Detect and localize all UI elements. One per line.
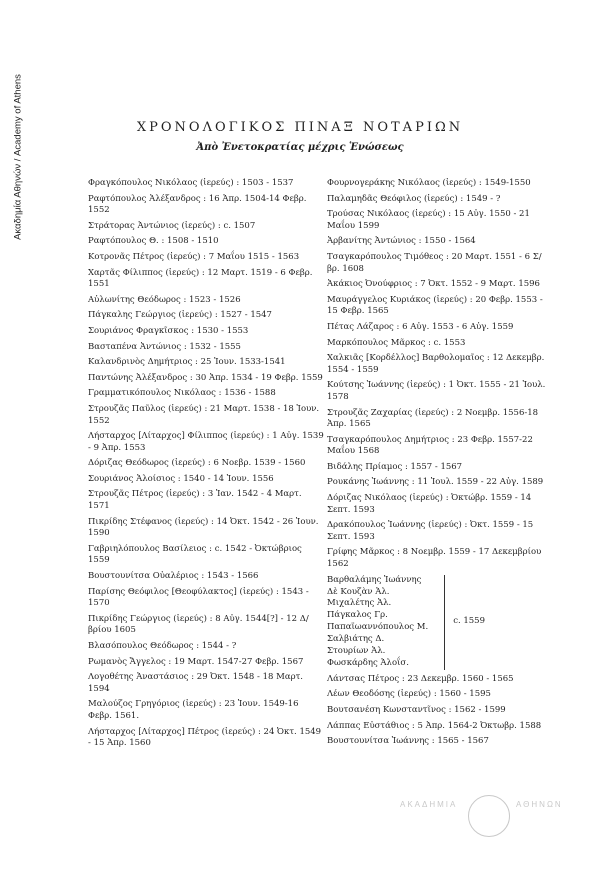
- notary-entry: Στρουζᾶς Πέτρος (ἱερεύς) : 3 Ἰαν. 1542 - 4 Μαρτ. 1571: [88, 489, 302, 512]
- notary-group-name: Σαλβιάτης Δ.: [327, 634, 385, 645]
- right-column-bottom: [327, 674, 547, 748]
- notary-entry: Λέων Θεοδόσης (ἱερεύς) : 1560 - 1595: [327, 689, 491, 700]
- notary-group-name: Φωσκάρδης Ἀλοΐσ.: [327, 657, 409, 668]
- notary-group-name: Πάγκαλος Γρ.: [327, 610, 388, 621]
- notary-entry: Βασταπένα Ἀντώνιος : 1532 - 1555: [88, 341, 241, 352]
- notary-entry: Στρουζᾶς Παῦλος (ἱερεύς) : 21 Μαρτ. 1538 - 18 Ἰουν. 1552: [88, 403, 320, 426]
- notary-entry: Παλαμηδᾶς Θεόφιλος (ἱερεύς) : 1549 - ?: [327, 193, 501, 204]
- notary-group-name: Στουρίων Ἀλ.: [327, 646, 386, 657]
- notary-entry: Γραμματικόπουλος Νικόλαος : 1536 - 1588: [88, 388, 276, 399]
- notary-group-date: c. 1559: [453, 616, 485, 627]
- page-title: ΧΡΟΝΟΛΟΓΙΚΟΣ ΠΙΝΑΞ ΝΟΤΑΡΙΩΝ: [136, 120, 464, 135]
- notary-entry: Λογοθέτης Ἀναστάσιος : 29 Ὀκτ. 1548 - 18 Μαρτ. 1594: [88, 672, 303, 694]
- notary-entry: Αὐλωνίτης Θεόδωρος : 1523 - 1526: [88, 294, 241, 305]
- notary-entry: Βλασόπουλος Θεόδωρος : 1544 - ?: [88, 641, 237, 651]
- notary-entry: Μαυράγγελος Κυριάκος (ἱερεύς) : 20 Φεβρ. 1553 - 15 Φεβρ. 1565: [327, 294, 543, 317]
- notary-entry: Λήσταρχος [Λίταρχος] Πέτρος (ἱερεύς) : 24 Ὀκτ. 1549 - 15 Ἀπρ. 1560: [88, 726, 322, 749]
- notary-entry: Γρίφης Μᾶρκος : 8 Νοεμβρ. 1559 - 17 Δεκεμβρίου 1562: [327, 547, 542, 570]
- notary-group-name: Δὲ Κουζὰν Ἀλ.: [327, 586, 390, 597]
- notary-entry: Τρούσας Νικόλαος (ἱερεύς) : 15 Αὐγ. 1550 - 21 Μαΐου 1599: [327, 209, 530, 231]
- notary-entry: Δόριζας Νικόλαος (ἱερεύς) : Ὀκτώβρ. 1559 - 14 Σεπτ. 1593: [327, 493, 532, 515]
- notary-entry: Πέτας Λάζαρος : 6 Αὐγ. 1553 - 6 Αὐγ. 1559: [327, 321, 514, 332]
- notary-entry: Χαρτᾶς Φίλιππος (ἱερεύς) : 12 Μαρτ. 1519 - 6 Φεβρ. 1551: [88, 267, 313, 290]
- notary-entry: Κοτρονᾶς Πέτρος (ἱερεύς) : 7 Μαΐου 1515 - 1563: [88, 251, 300, 262]
- notary-entry: Ραφτόπουλος Ἀλέξανδρος : 16 Ἀπρ. 1504-14 Φεβρ. 1552: [88, 193, 307, 216]
- right-column: [327, 178, 547, 752]
- notary-entry: Βουτσανέση Κωνσταντῖνος : 1562 - 1599: [327, 705, 506, 716]
- notary-entry: Φραγκόπουλος Νικόλαος (ἱερεύς) : 1503 - 1537: [88, 178, 294, 188]
- academy-seal-watermark: [468, 795, 510, 837]
- notary-entry: Παρίσης Θεόφιλος [Θεοφύλακτος] (ἱερεύς) : 1543 - 1570: [88, 586, 309, 609]
- watermark-text-left: ΑΚΑΔΗΜΙΑ: [400, 800, 458, 809]
- notary-entry: Στρουζᾶς Ζαχαρίας (ἱερεύς) : 2 Νοεμβρ. 1556-18 Ἀπρ. 1565: [327, 407, 539, 430]
- notary-entry: Βιδάλης Πρίαμος : 1557 - 1567: [327, 461, 463, 472]
- notary-group-name: Μιχαλέτης Ἀλ.: [327, 598, 392, 609]
- notary-entry: Δρακόπουλος Ἰωάννης (ἱερεύς) : Ὀκτ. 1559 - 15 Σεπτ. 1593: [327, 520, 534, 542]
- notary-group-name: Παπαϊωαννόπουλος Μ.: [327, 622, 429, 633]
- notary-entry: Ρουκάνης Ἰωάννης : 11 Ἰουλ. 1559 - 22 Αὐγ. 1589: [327, 477, 544, 488]
- notary-entry: Τσαγκαρόπουλος Δημήτριος : 23 Φεβρ. 1557-22 Μαΐου 1568: [327, 434, 533, 457]
- group-brace: [434, 575, 445, 670]
- notary-group-names: [327, 575, 428, 670]
- notary-entry: Ἀκάκιος Ὀνούφριος : 7 Ὀκτ. 1552 - 9 Μαρτ. 1596: [327, 279, 540, 290]
- notary-entry: Καλανδρινὸς Δημήτριος : 25 Ἰουν. 1533-1541: [88, 357, 286, 368]
- notary-entry: Δόριζας Θεόδωρος (ἱερεύς) : 6 Νοεβρ. 1539 - 1560: [88, 458, 306, 469]
- notary-entry: Πάγκαλης Γεώργιος (ἱερεύς) : 1527 - 1547: [88, 310, 272, 321]
- notary-group: [327, 575, 547, 670]
- notary-entry: Τσαγκαρόπουλος Τιμόθεος : 20 Μαρτ. 1551 - 6 Σ/βρ. 1608: [327, 251, 542, 274]
- notary-entry: Γαβριηλόπουλος Βασίλειος : c. 1542 - Ὀκτώβριος 1559: [88, 543, 302, 566]
- notary-entry: Βουστουνίτσα Ἰωάννης : 1565 - 1567: [327, 736, 489, 747]
- side-label: [10, 42, 26, 272]
- left-column: [88, 178, 324, 754]
- notary-entry: Λήσταρχος [Λίταρχος] Φίλιππος (ἱερεύς) : 1 Αὐγ. 1539 - 9 Ἀπρ. 1553: [88, 431, 324, 453]
- notary-entry: Χαλκιᾶς [Κορδέλλος] Βαρθολομαῖος : 12 Δεκεμβρ. 1554 - 1559: [327, 353, 545, 375]
- watermark-text-right: ΑΘΗΝΩΝ: [516, 800, 563, 809]
- notary-entry: Μαρκόπουλος Μᾶρκος : c. 1553: [327, 337, 466, 348]
- notary-entry: Πικρίδης Στέφανος (ἱερεύς) : 14 Ὀκτ. 1542 - 26 Ἰουν. 1590: [88, 516, 319, 539]
- notary-entry: Λάππας Εὐστάθιος : 5 Ἀπρ. 1564-2 Ὀκτωβρ. 1588: [327, 720, 542, 731]
- notary-entry: Φουρνογεράκης Νικόλαος (ἱερεύς) : 1549-1550: [327, 178, 531, 188]
- notary-group-name: Βαρθαλάμης Ἰωάννης: [327, 574, 422, 585]
- notary-entry: Βουστουνίτσα Οὐαλέριος : 1543 - 1566: [88, 571, 259, 582]
- notary-entry: Παντώνης Ἀλέξανδρος : 30 Ἀπρ. 1534 - 19 Φεβρ. 1559: [88, 372, 323, 383]
- right-column-top: [327, 178, 547, 571]
- notary-entry: Ρωμανὸς Ἄγγελος : 19 Μαρτ. 1547-27 Φεβρ. 1567: [88, 656, 304, 667]
- notary-entry: Στράτορας Ἀντώνιος (ἱερεύς) : c. 1507: [88, 220, 256, 231]
- side-label-text: Ακαδημία Αθηνών / Academy of Athens: [12, 74, 24, 240]
- notary-entry: Λάντσας Πέτρος : 23 Δεκεμβρ. 1560 - 1565: [327, 673, 514, 684]
- notary-entry: Μαλούζος Γρηγόριος (ἱερεύς) : 23 Ἰουν. 1549-16 Φεβρ. 1561.: [88, 699, 299, 721]
- notary-entry: Ἀρβανίτης Ἀντώνιος : 1550 - 1564: [327, 236, 476, 247]
- notary-entry: Κούτσης Ἰωάννης (ἱερεύς) : 1 Ὀκτ. 1555 - 21 Ἰουλ. 1578: [327, 380, 546, 402]
- notary-entry: Ραφτόπουλος Θ. : 1508 - 1510: [88, 236, 219, 247]
- notary-entry: Πικρίδης Γεώργιος (ἱερεύς) : 8 Αὐγ. 1544[?] - 12 Δ/βρίου 1605: [88, 613, 309, 636]
- notary-entry: Σουριάνος Ἀλοίσιος : 1540 - 14 Ἰουν. 1556: [88, 473, 274, 484]
- notary-entry: Σουριάνος Φραγκῖσκος : 1530 - 1553: [88, 325, 249, 336]
- page-subtitle: Ἀπὸ Ἐνετοκρατίας μέχρις Ἑνώσεως: [196, 142, 404, 153]
